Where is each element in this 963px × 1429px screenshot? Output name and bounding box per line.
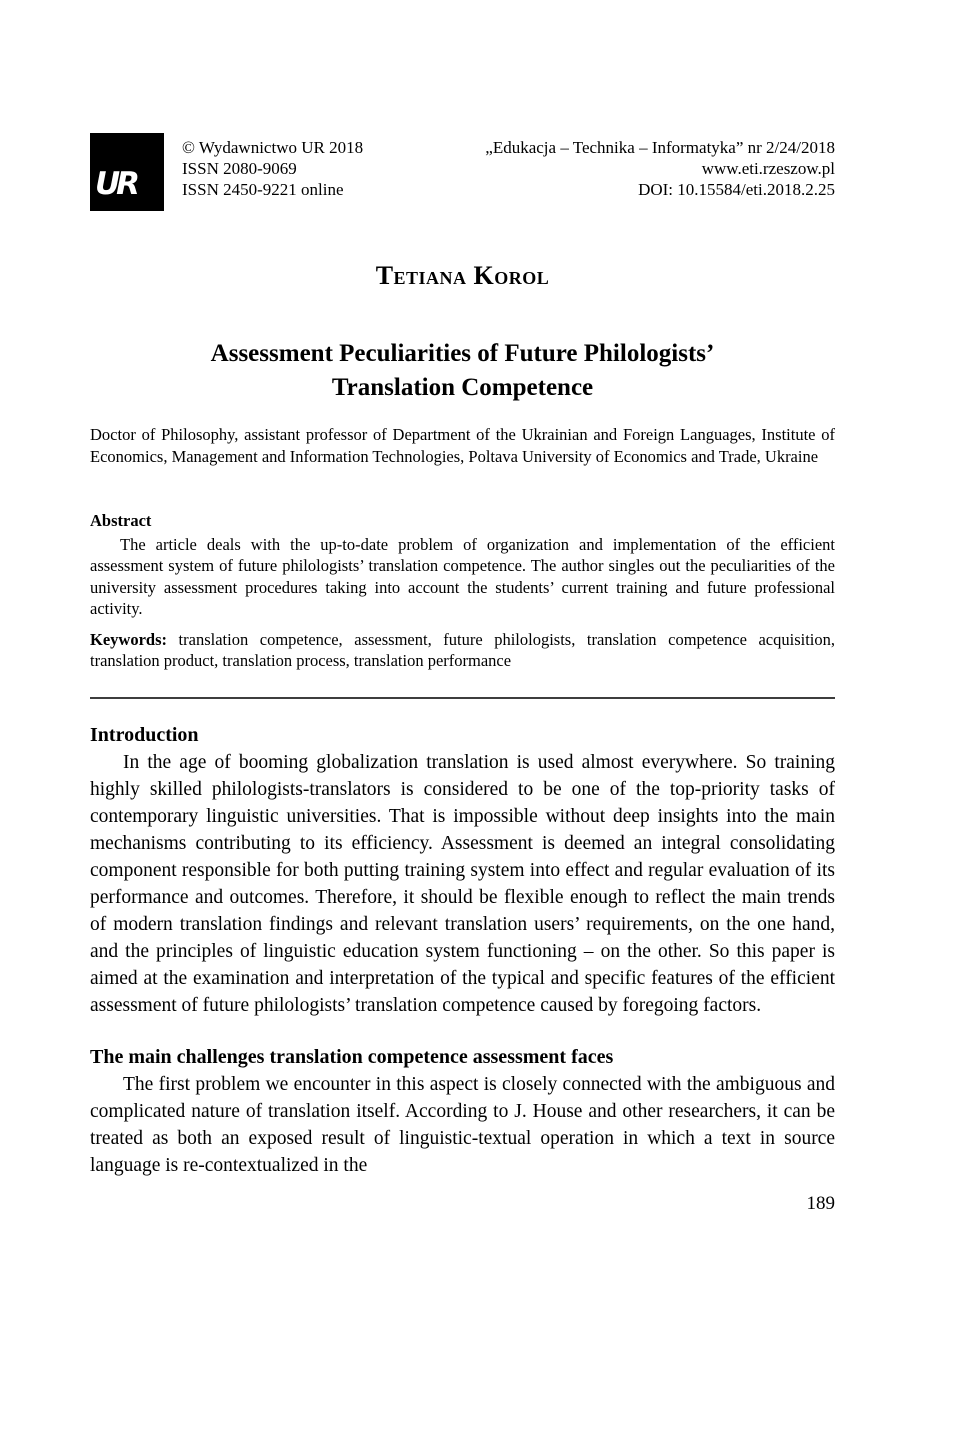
masthead	[90, 133, 835, 211]
journal-website: www.eti.rzeszow.pl	[701, 159, 835, 178]
article-title-line-1: Assessment Peculiarities of Future Philologists’	[210, 340, 715, 367]
article-title	[90, 337, 835, 405]
keywords-text: translation competence, assessment, future philologists, translation competence acquisition, translation product, translation process, translation performance	[90, 629, 835, 670]
masthead-right-column	[485, 137, 835, 200]
masthead-text	[182, 133, 835, 200]
issn-online-line: ISSN 2450-9221 online	[182, 180, 344, 199]
page-number: 189	[806, 1192, 835, 1214]
publisher-logo	[90, 133, 164, 211]
keywords	[90, 629, 835, 672]
journal-title-line: „Edukacja – Technika – Informatyka” nr 2/24/2018	[485, 138, 835, 157]
challenges-paragraph: The first problem we encounter in this aspect is closely connected with the ambiguous and complicated nature of translation itself. According to J. House and other researchers, it can be treated as both an exposed result of linguistic-textual operation in which a text in source language is re-contextualized in the	[90, 1073, 835, 1176]
abstract-text: The article deals with the up-to-date problem of organization and implementation of the efficient assessment system of future philologists’ translation competence. The author singles out the peculiarities of the university assessment procedures taking into account the students’ current training and future professional activity.	[90, 534, 835, 618]
introduction-paragraph: In the age of booming globalization translation is used almost everywhere. So training highly skilled philologists-translators is considered to be one of the top-priority tasks of contemporary linguistic universities. That is impossible without deep insights into the main mechanisms contributing to its efficiency. Assessment is deemed an integral consolidating component responsible for both putting training system into effect and regular evaluation of its performance and outcomes. Therefore, it should be flexible enough to reflect the main trends of modern translation findings and relevant translation users’ requirements, on the one hand, and the principles of linguistic education system functioning – on the other. So this paper is aimed at the examination and interpretation of the typical and specific features of the efficient assessment of future philologists’ translation competence caused by foregoing factors.	[90, 751, 835, 1016]
separator-rule	[90, 697, 835, 699]
keywords-label: Keywords:	[90, 629, 167, 649]
copyright-line: © Wydawnictwo UR 2018	[182, 138, 364, 157]
article-title-line-2: Translation Competence	[331, 374, 594, 401]
ur-logo-icon: UR	[95, 166, 137, 202]
author-name: Tetiana Korol	[375, 261, 550, 290]
issn-print-line: ISSN 2080-9069	[182, 159, 297, 178]
author-affiliation: Doctor of Philosophy, assistant professor of Department of the Ukrainian and Foreign Languages, Institute of Economics, Management and Information Technologies, Poltava University of Economics and Trade, Ukraine	[90, 425, 835, 466]
masthead-left-column	[182, 137, 363, 200]
abstract-heading: Abstract	[90, 511, 152, 530]
section-heading-challenges: The main challenges translation competence assessment faces	[90, 1045, 614, 1068]
section-heading-introduction: Introduction	[90, 723, 199, 746]
journal-doi: DOI: 10.15584/eti.2018.2.25	[638, 180, 835, 199]
